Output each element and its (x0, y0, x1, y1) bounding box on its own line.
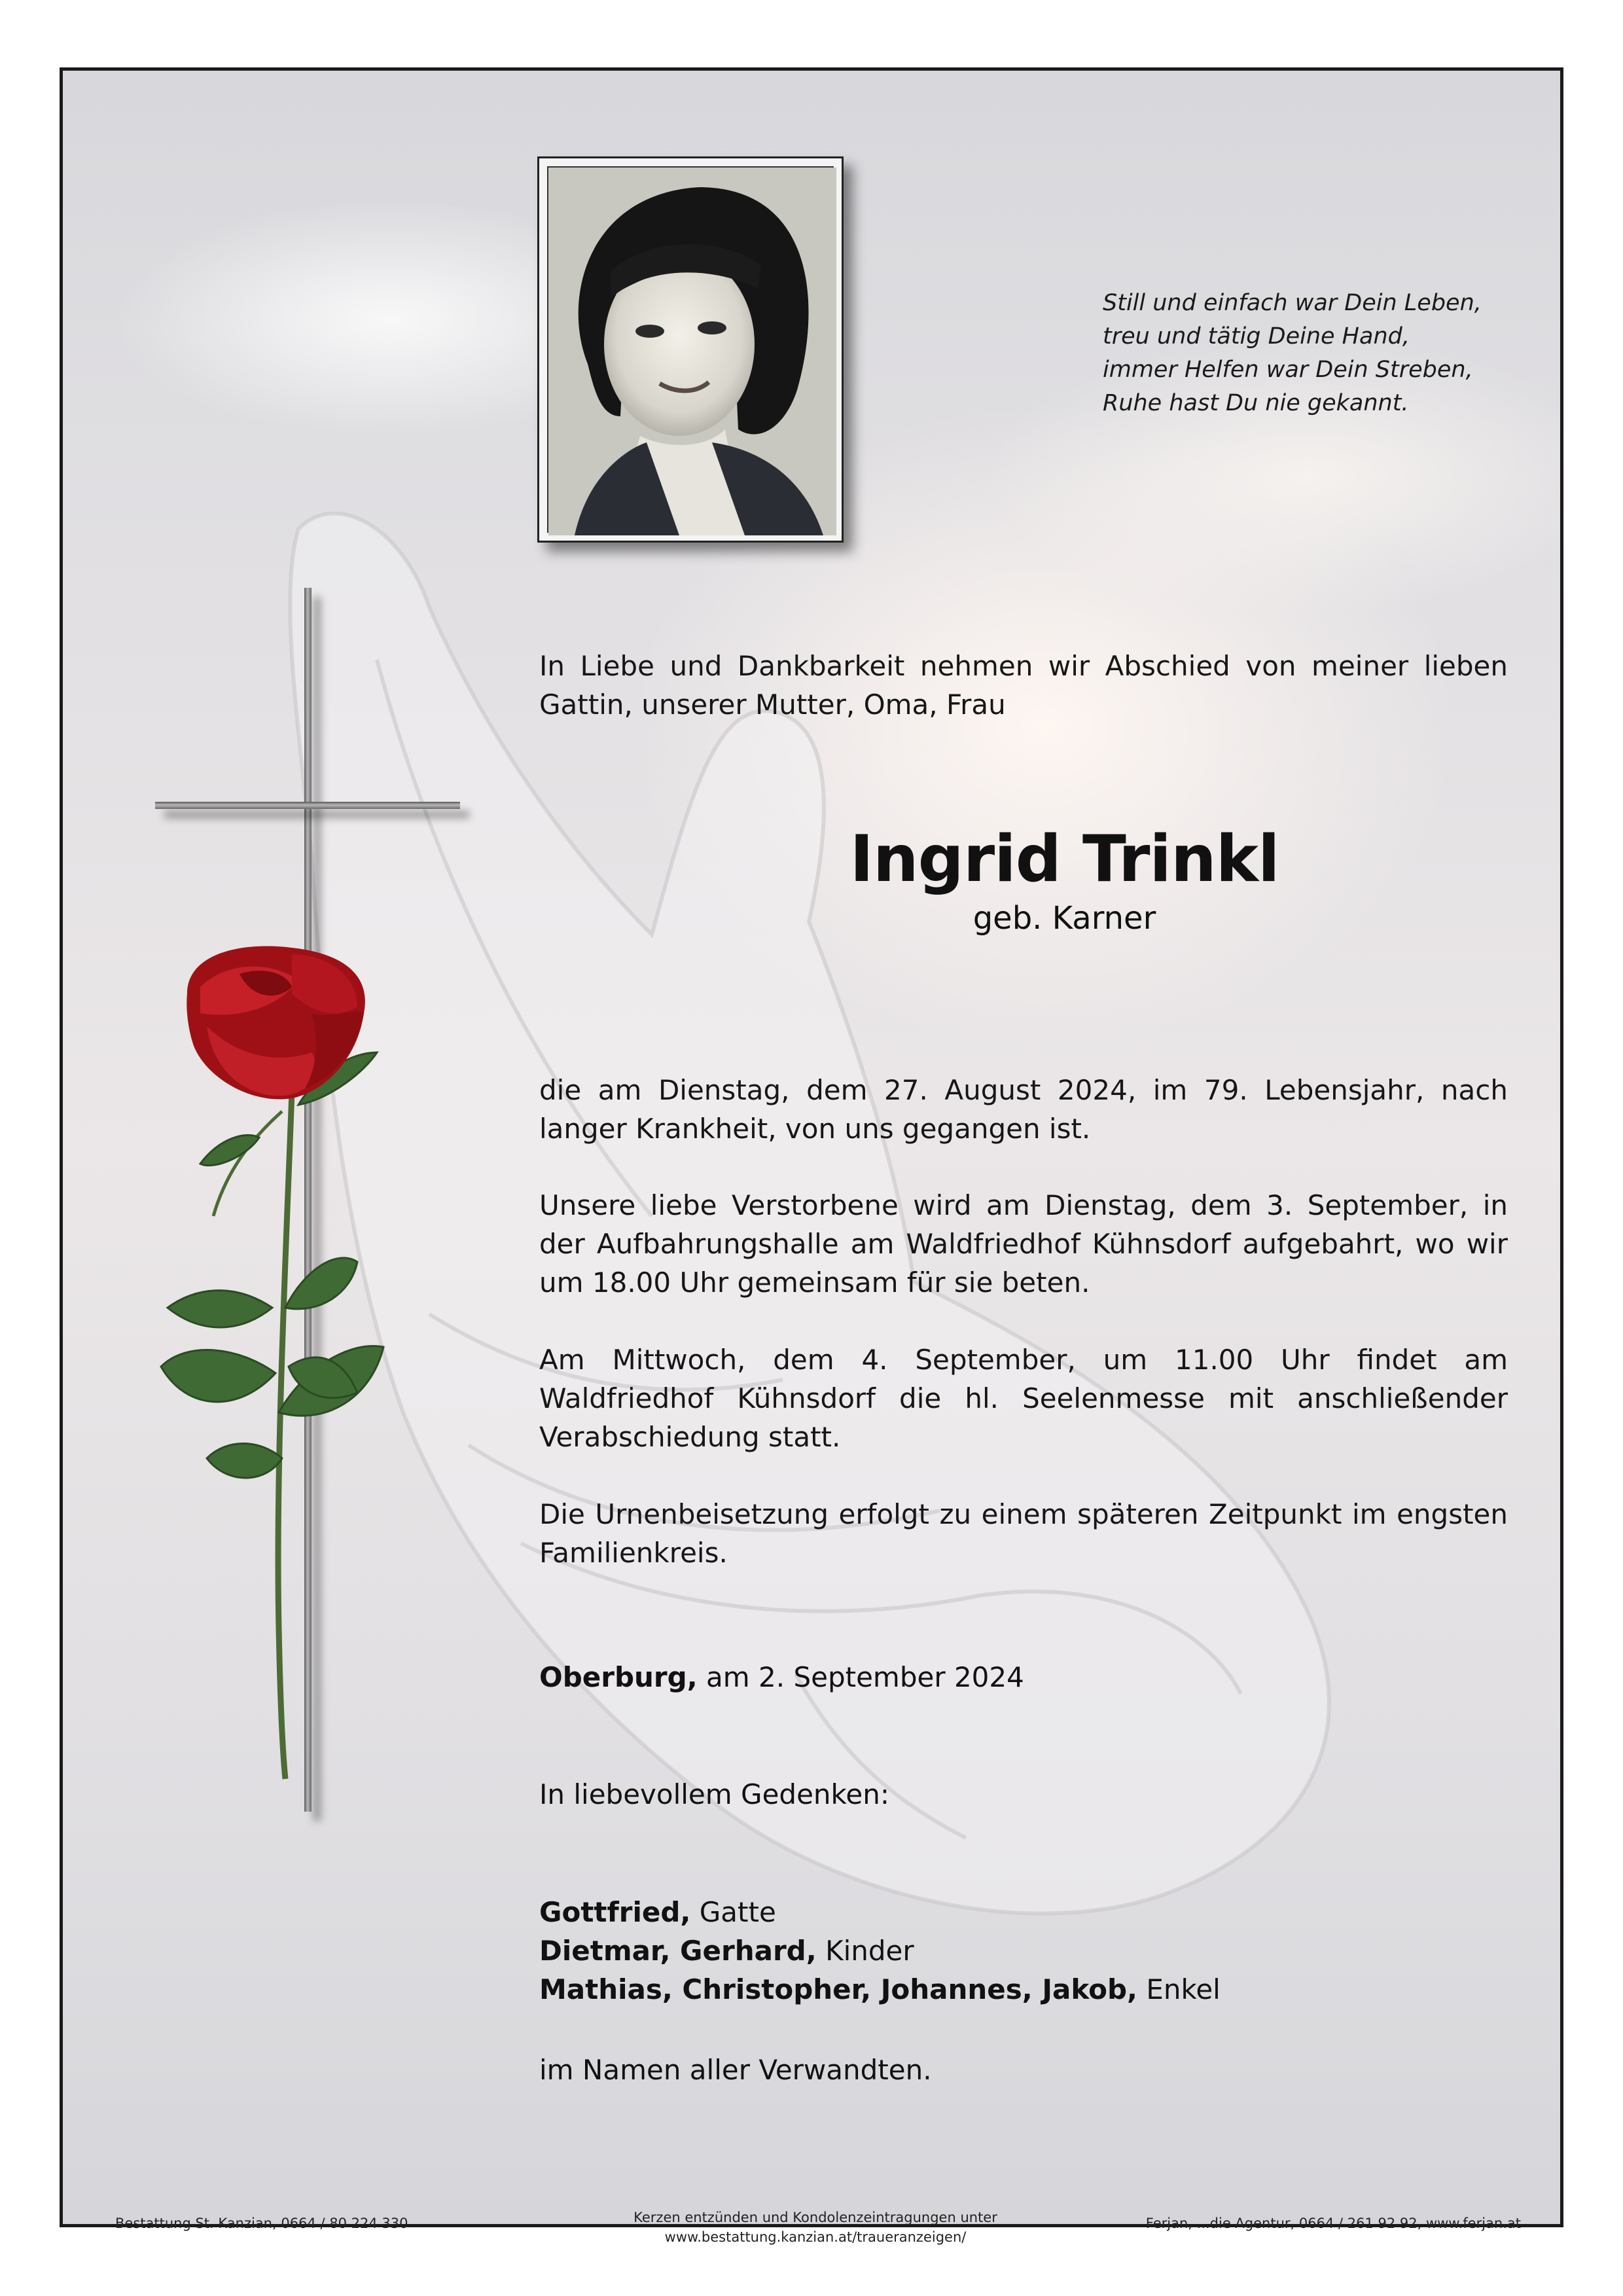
cross-horizontal-bar (155, 802, 460, 809)
family-names: Dietmar, Gerhard, (539, 1935, 817, 1967)
gedenken-heading: In liebevollem Gedenken: (539, 1778, 889, 1810)
family-row (539, 1931, 1221, 1970)
portrait-illustration (548, 168, 836, 535)
closing-text: im Namen aller Verwandten. (539, 2054, 932, 2086)
portrait-photo (547, 166, 834, 533)
footer-link[interactable]: www.bestattung.kanzian.at/traueranzeigen/ (664, 2229, 967, 2245)
family-row (539, 1893, 1221, 1931)
family-row (539, 1970, 1221, 2009)
deceased-name-block (539, 820, 1508, 938)
portrait-frame (537, 156, 844, 543)
footer-center (573, 2208, 1058, 2247)
family-list (539, 1893, 1221, 2009)
footer-center-line: Kerzen entzünden und Kondolenzeintragungen unter (633, 2210, 997, 2225)
family-relation: Kinder (825, 1935, 914, 1967)
poem-line: treu und tätig Deine Hand, (1103, 323, 1410, 350)
poem-line: Still und einfach war Dein Leben, (1103, 290, 1482, 316)
date: am 2. September 2024 (706, 1661, 1024, 1693)
deceased-name: Ingrid Trinkl (849, 822, 1279, 897)
poem-line: Ruhe hast Du nie gekannt. (1103, 390, 1409, 416)
place: Oberburg, (539, 1661, 698, 1693)
footer-right: Ferjan, ...die Agentur, 0664 / 261 92 92, www.ferjan.at (1145, 2215, 1521, 2231)
poem-line: immer Helfen war Dein Streben, (1103, 357, 1473, 383)
family-names: Gottfried, (539, 1896, 691, 1928)
paragraph-burial: Die Urnenbeisetzung erfolgt zu einem späteren Zeitpunkt im engsten Familienkreis. (539, 1498, 1508, 1569)
place-date (539, 1658, 1024, 1696)
paragraph-death: die am Dienstag, dem 27. August 2024, im 79. Lebensjahr, nach langer Krankheit, von uns gegangen ist. (539, 1074, 1508, 1145)
red-rose-icon (161, 941, 436, 1779)
obituary-frame (60, 67, 1563, 2245)
family-relation: Gatte (699, 1896, 776, 1928)
paragraph-mass: Am Mittwoch, dem 4. September, um 11.00 Uhr findet am Waldfriedhof Kühnsdorf die hl. Seelenmesse mit anschließender Verabschiedung statt. (539, 1344, 1508, 1453)
maiden-name: geb. Karner (972, 900, 1156, 937)
footer-left: Bestattung St. Kanzian, 0664 / 80 224 330 (115, 2215, 408, 2231)
family-names: Mathias, Christopher, Johannes, Jakob, (539, 1973, 1137, 2005)
poem (1103, 287, 1495, 420)
paragraph-viewing: Unsere liebe Verstorbene wird am Dienstag, dem 3. September, in der Aufbahrungshalle am Waldfriedhof Kühnsdorf aufgebahrt, wo wir um 18.00 Uhr gemeinsam für sie beten. (539, 1189, 1508, 1299)
family-relation: Enkel (1146, 1973, 1221, 2005)
intro-text: In Liebe und Dankbarkeit nehmen wir Abschied von meiner lieben Gattin, unserer Mutter, Oma, Frau (539, 650, 1508, 721)
